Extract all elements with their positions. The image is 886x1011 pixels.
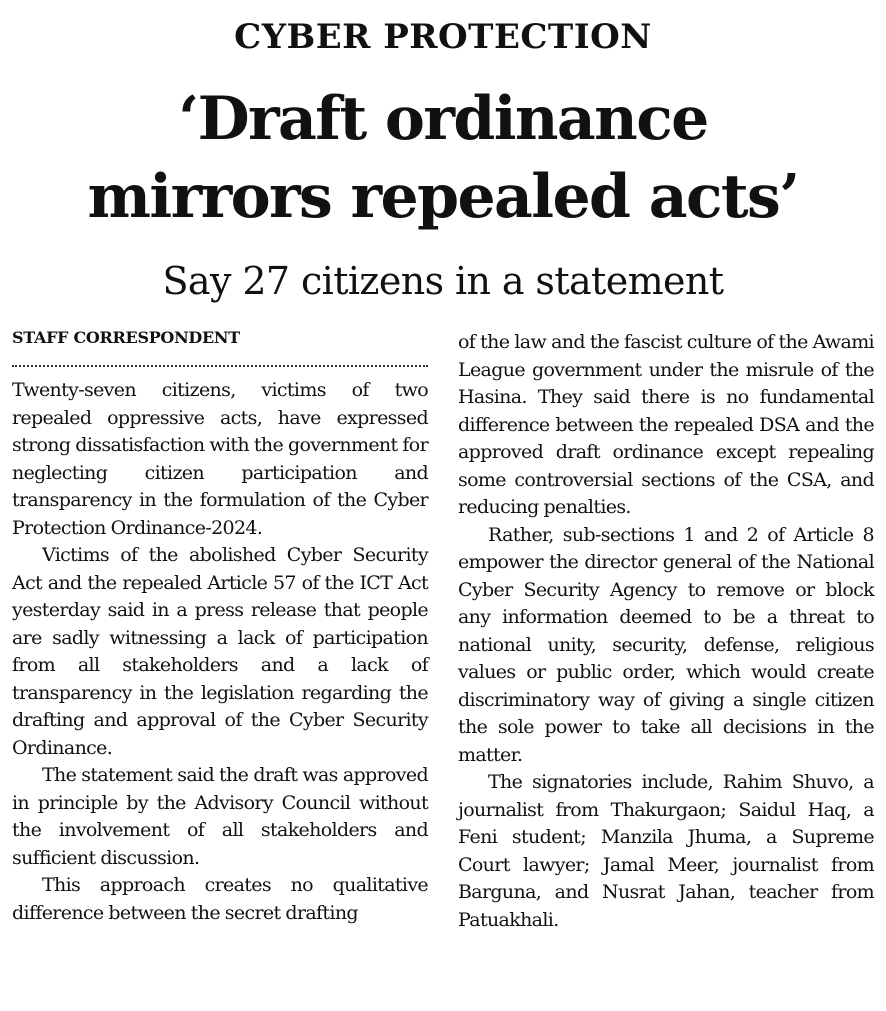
- byline: STAFF CORRESPONDENT: [12, 328, 240, 347]
- headline: [0, 80, 886, 236]
- headline-line-1: ‘Draft ordinance: [178, 84, 708, 154]
- left-column: [12, 377, 428, 927]
- paragraph: The statement said the draft was approved in principle by the Advisory Council without the involvement of all stakeholders and sufficient discussion.: [12, 764, 428, 869]
- paragraph: Twenty-seven citizens, victims of two repealed oppressive acts, have expressed strong dissatisfaction with the government for neglecting citizen participation and transparency in the formulation of the Cyber Protection Ordinance-2024.: [12, 379, 428, 539]
- right-column: [458, 329, 874, 934]
- paragraph: of the law and the fascist culture of the Awami League government under the misrule of the Hasina. They said there is no fundamental difference between the repealed DSA and the approved draft ordinance except repealing some controversial sections of the CSA, and reducing penalties.: [458, 331, 874, 518]
- byline-divider: [12, 365, 428, 367]
- paragraph: Victims of the abolished Cyber Security Act and the repealed Article 57 of the ICT Act yesterday said in a press release that people are sadly witnessing a lack of participation from all stakeholders and a lack of transparency in the legislation regarding the drafting and approval of the Cyber Security Ordinance.: [12, 544, 428, 759]
- paragraph: Rather, sub-sections 1 and 2 of Article 8 empower the director general of the National Cyber Security Agency to remove or block any information deemed to be a threat to national unity, security, defense, religious values or public order, which would create discriminatory way of giving a single citizen the sole power to take all decisions in the matter.: [458, 523, 874, 766]
- deck: Say 27 citizens in a statement: [162, 259, 724, 303]
- paragraph: This approach creates no qualitative difference between the secret drafting: [12, 874, 428, 924]
- kicker: CYBER PROTECTION: [234, 17, 652, 57]
- headline-line-2: mirrors repealed acts’: [87, 162, 799, 232]
- paragraph: The signatories include, Rahim Shuvo, a journalist from Thakurgaon; Saidul Haq, a Feni student; Manzila Jhuma, a Supreme Court lawyer; Jamal Meer, journalist from Barguna, and Nusrat Jahan, teacher from Patuakhali.: [458, 771, 874, 931]
